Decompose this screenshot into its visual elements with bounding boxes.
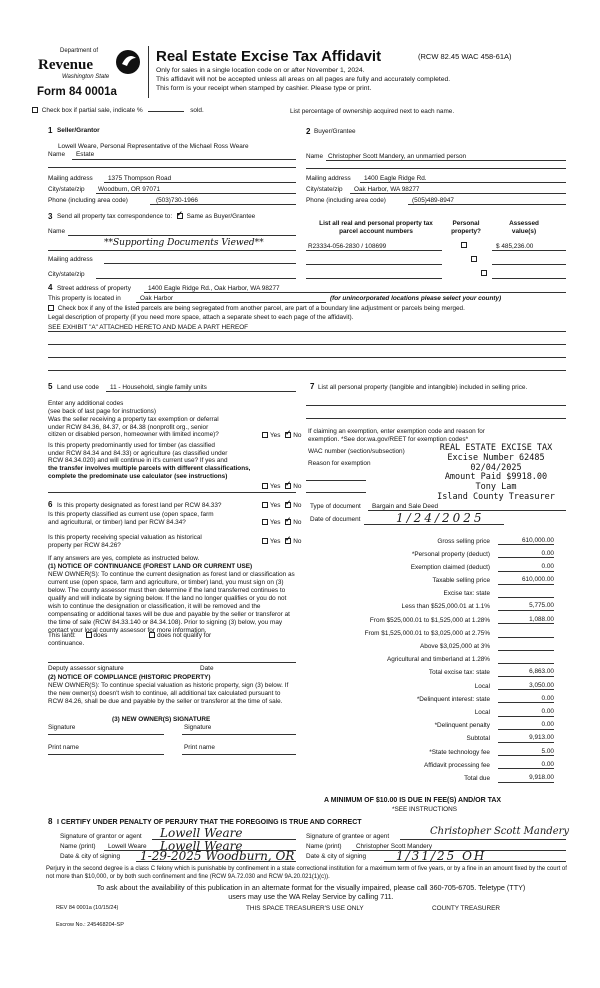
parcel-col2-line2: property? <box>451 227 481 235</box>
q5-line-a: Is this property receiving special valuation as historical <box>48 534 202 541</box>
reason-label: Reason for exemption <box>308 460 371 467</box>
q3-yes-no <box>262 502 301 510</box>
tax-row-label: Above $3,025,000 at 3% <box>420 643 490 650</box>
continuance-label: continuance. <box>48 640 85 647</box>
grantee-signature[interactable]: Christopher Scott Mandery <box>430 826 570 837</box>
grantor-date-city[interactable]: 1-29-2025 Woodburn, OR <box>140 849 295 863</box>
grantee-date-city[interactable]: 1/31/25 OH <box>396 849 487 863</box>
stamp-line1: REAL ESTATE EXCISE TAX <box>439 443 553 453</box>
seller-phone[interactable]: (503)730-1966 <box>156 197 198 204</box>
print-name-label-1: Print name <box>48 744 79 751</box>
this-land-row <box>48 632 211 640</box>
tax-row-label: Gross selling price <box>437 537 490 545</box>
treasurer-space: THIS SPACE TREASURER'S USE ONLY <box>246 905 364 912</box>
grantor-name-handwritten: Lowell Weare <box>160 839 243 853</box>
tax-row-label: Local <box>474 708 490 716</box>
tax-row-label: From $525,000.01 to $1,525,000 at 1.28% <box>369 616 490 624</box>
seller-name-label: Name <box>48 151 66 158</box>
this-land-label: This land: <box>48 632 76 639</box>
form-number: Form 84 0001a <box>37 86 117 98</box>
exempt-line1: If claiming an exemption, enter exemption code and reason for <box>308 428 485 435</box>
revenue-logo-icon <box>114 48 142 76</box>
q2-line-e: complete the predominate use calculator (see instructions) <box>48 472 228 480</box>
does-not-checkbox[interactable] <box>149 632 155 638</box>
tax-row-label: Taxable selling price <box>432 577 490 585</box>
personal-property-checkbox-2[interactable] <box>471 256 477 262</box>
parcel-col1-line1: List all real and personal property tax <box>319 220 433 227</box>
located-value[interactable]: Oak Harbor <box>140 295 174 302</box>
deputy-date-label: Date <box>200 665 214 672</box>
tax-row-value[interactable]: 610,000.00 <box>498 576 554 585</box>
seller-phone-label: Phone (including area code) <box>48 197 128 204</box>
q2-no-checkbox[interactable] <box>285 483 291 489</box>
see-instructions: *SEE INSTRUCTIONS <box>392 806 457 813</box>
q5-line-b: property per RCW 84.26? <box>48 541 121 549</box>
seller-city-label: City/state/zip <box>48 186 85 193</box>
sold-label: sold. <box>190 107 204 114</box>
doc-type[interactable]: Bargain and Sale Deed <box>372 503 439 510</box>
tax-row-label: *Delinquent interest: state <box>416 695 490 703</box>
tax-row-label: *State technology fee <box>429 748 490 756</box>
q3-no-label: No <box>293 502 302 509</box>
tax-row-value[interactable]: 0.00 <box>498 695 554 704</box>
does-label: does <box>93 632 108 639</box>
tax-row-value[interactable]: 0.00 <box>498 563 554 572</box>
q2-no-label: No <box>293 483 302 490</box>
sig-label-1: Signature <box>48 724 76 731</box>
doc-date[interactable]: 1/24/2025 <box>396 511 485 525</box>
tax-row-value[interactable]: 0.00 <box>498 721 554 730</box>
treasurer-receipt-stamp <box>424 444 568 503</box>
grantor-signature[interactable]: Lowell Weare <box>160 826 243 840</box>
section3-number: 3 <box>48 212 53 221</box>
tax-row-label: Agricultural and timberland at 1.28% <box>386 656 490 664</box>
tax-row <box>300 677 554 690</box>
certify-heading: I CERTIFY UNDER PENALTY OF PERJURY THAT THE FOREGOING IS TRUE AND CORRECT <box>57 819 362 826</box>
tax-row <box>300 611 554 624</box>
tax-row <box>300 651 554 664</box>
street-heading: Street address of property <box>57 285 131 292</box>
q4-line-a: Is this property classified as current use (open space, farm <box>48 511 214 518</box>
land-use-code[interactable]: 11 - Household, single family units <box>110 384 207 391</box>
tax-row-value[interactable]: 3,050.00 <box>498 682 554 691</box>
tax-row <box>300 717 554 730</box>
parcel-col1-header <box>308 220 444 235</box>
any-yes-note: If any answers are yes, complete as instructed below. <box>48 555 200 562</box>
header-sub2: This affidavit will not be accepted unless all areas on all pages are fully and accurately completed. <box>156 76 451 83</box>
partial-sale-checkbox[interactable] <box>32 107 38 113</box>
section8-number: 8 <box>48 817 53 826</box>
tax-row-value[interactable]: 5.00 <box>498 748 554 757</box>
tax-row-value[interactable]: 9,918.00 <box>498 774 554 783</box>
partial-sale-row <box>32 107 204 115</box>
q5-yes-no <box>262 538 301 546</box>
q5-no-checkbox[interactable] <box>285 538 291 544</box>
tax-row <box>300 558 554 571</box>
q1-line-b: under RCW 84.36, 84.37, or 84.38 (nonprofit org., senior <box>48 423 209 431</box>
tax-row <box>300 664 554 677</box>
parcel-number[interactable]: R23334-056-2830 / 108699 <box>308 243 387 250</box>
buyer-phone-label: Phone (including area code) <box>306 197 386 204</box>
correspondence-heading-text: Send all property tax correspondence to: <box>57 213 173 220</box>
header-sub1: Only for sales in a single location code on or after November 1, 2024. <box>156 67 365 74</box>
land-use-label: Land use code <box>57 384 99 391</box>
additional-codes-label: Enter any additional codes <box>48 400 124 407</box>
q5-yes-label: Yes <box>270 538 281 545</box>
tax-row <box>300 598 554 611</box>
tax-row-value[interactable]: 6,863.00 <box>498 668 554 677</box>
q3-yes-checkbox[interactable] <box>262 502 268 508</box>
segregated-row <box>48 305 465 313</box>
q3-yes-label: Yes <box>270 502 281 509</box>
q2-line-c: RCW 84.34.020) and will continue in it's current use? If yes and <box>48 457 228 465</box>
current-use-question <box>48 511 214 526</box>
same-as-buyer-label: Same as Buyer/Grantee <box>186 213 256 220</box>
seller-heading: Seller/Grantor <box>57 127 100 134</box>
tax-row-value[interactable]: 0.00 <box>498 708 554 717</box>
tax-row-label: Total due <box>464 774 490 782</box>
q4-yes-no <box>262 519 301 527</box>
see-back-label: (see back of last page for instructions) <box>48 408 156 415</box>
tax-row-value[interactable] <box>498 643 554 651</box>
seller-mailing[interactable]: 1375 Thompson Road <box>108 175 172 182</box>
q1-line-c: citizen or disabled person, homeowner with limited income)? <box>48 431 219 439</box>
tax-row-value[interactable] <box>498 630 554 638</box>
rev-number: REV 84 0001a (10/15/24) <box>56 905 119 911</box>
tax-row-label: Local <box>474 682 490 690</box>
unincorp-note: (for unincorporated locations please select your county) <box>330 295 502 302</box>
q1-line-a: Was the seller receiving a property tax exemption or deferral <box>48 416 219 423</box>
form-rcw: (RCW 82.45 WAC 458-61A) <box>418 52 512 61</box>
grantee-name[interactable]: Christopher Scott Mandery <box>356 843 433 850</box>
tax-row-label: Total excise tax: state <box>428 669 490 677</box>
segregated-label: Check box if any of the listed parcels are being segregated from another parcel, are part of a boundary line adjustment or parcels being merged. <box>57 305 465 312</box>
tax-row <box>300 730 554 743</box>
buyer-name[interactable]: Christopher Scott Mandery, an unmarried person <box>328 153 467 160</box>
buyer-city-label: City/state/zip <box>306 186 343 193</box>
tax-row <box>300 756 554 769</box>
stamp-line3: 02/04/2025 <box>470 462 522 473</box>
supporting-docs-stamp: **Supporting Documents Viewed** <box>104 238 264 248</box>
grantee-name-label: Name (print) <box>306 843 342 850</box>
tax-row <box>300 532 554 545</box>
tax-row-label: Exemption claimed (deduct) <box>410 563 490 571</box>
notice1-title: (1) NOTICE OF CONTINUANCE (FOREST LAND OR CURRENT USE) <box>48 563 253 570</box>
located-label: This property is located in <box>48 295 121 302</box>
tax-row-value[interactable]: 610,000.00 <box>498 537 554 546</box>
tax-row-label: Less than $525,000.01 at 1.1% <box>401 603 490 611</box>
stamp-line6: Island County Treasurer <box>437 491 555 502</box>
section4-number: 4 <box>48 283 53 292</box>
personal-property-heading: List all personal property (tangible and intangible) included in selling price. <box>318 384 528 391</box>
personal-property-checkbox-3[interactable] <box>481 270 487 276</box>
doc-type-label: Type of document <box>310 503 361 510</box>
grantor-date-label: Date & city of signing <box>60 853 121 860</box>
doc-date-label: Date of document <box>310 516 361 523</box>
does-checkbox[interactable] <box>86 632 92 638</box>
q1-yes-no <box>262 432 301 440</box>
parcel-col3-line2: value(s) <box>511 227 537 235</box>
partial-sale-label: Check box if partial sale, indicate % <box>41 107 143 114</box>
dept-line3: Washington State <box>62 74 110 80</box>
historic-question <box>48 534 202 549</box>
tax-row-value[interactable]: 0.00 <box>498 550 554 559</box>
assessed-value[interactable]: $ 485,236.00 <box>496 243 534 250</box>
county-treasurer: COUNTY TREASURER <box>432 905 500 912</box>
q5-no-label: No <box>293 538 302 545</box>
q1-no-label: No <box>293 432 302 439</box>
dept-line2: Revenue <box>38 57 93 73</box>
q4-no-checkbox[interactable] <box>285 519 291 525</box>
seller-name-line2: Estate <box>76 151 95 158</box>
new-owner-sig-title: (3) NEW OWNER(S) SIGNATURE <box>112 716 211 723</box>
q4-yes-checkbox[interactable] <box>262 519 268 525</box>
notice2-title: (2) NOTICE OF COMPLIANCE (HISTORIC PROPERTY) <box>48 674 211 681</box>
tax-row <box>300 585 554 598</box>
exempt-line2: exemption. *See dor.wa.gov/REET for exemption codes* <box>308 436 469 443</box>
grantor-sig-label: Signature of grantor or agent <box>60 833 142 840</box>
tax-row-value[interactable]: 0.00 <box>498 761 554 770</box>
stamp-line4: Amount Paid $9918.00 <box>444 472 548 483</box>
does-not-label: does not qualify for <box>157 632 212 639</box>
correspondence-heading <box>57 213 255 221</box>
segregated-checkbox[interactable] <box>48 305 54 311</box>
parcel-col3-line1: Assessed <box>509 220 539 227</box>
tax-row <box>300 545 554 558</box>
tax-row-label: Subtotal <box>466 735 490 743</box>
forest-question: Is this property designated as forest land per RCW 84.33? <box>57 502 222 509</box>
corr-mailing-label: Mailing address <box>48 256 93 263</box>
list-pct-label: List percentage of ownership acquired next to each name. <box>290 108 455 115</box>
q2-yes-checkbox[interactable] <box>262 483 268 489</box>
buyer-mailing-label: Mailing address <box>306 175 351 182</box>
tax-row <box>300 769 554 782</box>
q4-line-b: and agricultural, or timber) land per RCW 84.34? <box>48 518 186 526</box>
tax-row-label: *Delinquent penalty <box>434 722 490 730</box>
street-address[interactable]: 1400 Eagle Ridge Rd., Oak Harbor, WA 98277 <box>148 285 280 292</box>
tax-row-label: *Personal property (deduct) <box>411 550 490 558</box>
parcel-col2-header <box>444 220 488 235</box>
section7-number: 7 <box>310 382 315 391</box>
tax-row-label: From $1,525,000.01 to $3,025,000 at 2.75% <box>364 629 490 637</box>
tax-row <box>300 572 554 585</box>
tax-row-value[interactable]: 5,775.00 <box>498 602 554 611</box>
escrow-number: Escrow No.: 245468204-SP <box>56 922 124 928</box>
q3-no-checkbox[interactable] <box>285 502 291 508</box>
corr-city-label: City/state/zip <box>48 271 85 278</box>
buyer-heading: Buyer/Grantee <box>314 128 356 135</box>
parcel-col1-line2: parcel account numbers <box>339 227 413 235</box>
wac-label: WAC number (section/subsection) <box>308 448 405 455</box>
stamp-line2: Excise Number 62485 <box>447 452 545 463</box>
section6-number: 6 <box>48 500 53 509</box>
q1-yes-checkbox[interactable] <box>262 432 268 438</box>
tax-row-value[interactable] <box>498 590 554 598</box>
notice2-text: NEW OWNER(S): To continue special valuation as historic property, sign (3) below. If the new owner(s) doesn't wish to continue, all additional tax calculated pursuant to RCW 84.26, shall be due and payable by the seller or transferor at the time of sale. <box>48 682 289 705</box>
deputy-sig-label: Deputy assessor signature <box>48 665 124 672</box>
parcel-col2-line1: Personal <box>452 220 480 227</box>
grantee-sig-label: Signature of grantee or agent <box>306 833 390 840</box>
tax-row <box>300 624 554 637</box>
q2-line-b: under RCW 84.34 and 84.33) or agriculture (as classified under <box>48 449 228 457</box>
stamp-line5: Tony Lam <box>475 482 517 493</box>
seller-mailing-label: Mailing address <box>48 175 93 182</box>
q4-yes-label: Yes <box>270 519 281 526</box>
form-title: Real Estate Excise Tax Affidavit <box>156 48 382 65</box>
buyer-mailing[interactable]: 1400 Eagle Ridge Rd. <box>364 175 427 182</box>
tax-row-value[interactable] <box>498 656 554 664</box>
section2-number: 2 <box>306 127 311 136</box>
q1-yes-label: Yes <box>270 432 281 439</box>
tax-row <box>300 638 554 651</box>
perjury-notice: Perjury in the second degree is a class C felony which is punishable by confinement in a state correctional institution for a maximum term of five years, or by a fine in an amount fixed by the court of not more than $10,000, or by both such confinement and fine (RCW 9A.72.030 and RCW 9A.20.021(1)(c)). <box>46 866 567 880</box>
notice1-text: NEW OWNER(S): To continue the current designation as forest land or classification as current use (open space, farm and agriculture, or timber) land, you must sign on (3) below. The county assessor must then determine if the land transferred continues to qualify and will indicate by signing below. If the land no longer qualifies or you do not wish to continue the designation or classification, it will be removed and the compensating or additional taxes will be due and payable by the seller or transferor at the time of sale (RCW 84.33.140 or 84.34.108). Prior to signing (3) below, you may contact your local county assessor for more information. <box>48 571 295 634</box>
q5-yes-checkbox[interactable] <box>262 538 268 544</box>
seller-name-line1: Lowell Weare, Personal Representative of the Michael Ross Weare <box>58 143 249 150</box>
seller-city[interactable]: Woodburn, OR 97071 <box>98 186 161 193</box>
corr-name-label: Name <box>48 228 66 235</box>
minimum-note: A MINIMUM OF $10.00 IS DUE IN FEE(S) AND/OR TAX <box>324 797 502 804</box>
q1-no-checkbox[interactable] <box>285 432 291 438</box>
tax-row <box>300 743 554 756</box>
tax-row <box>300 690 554 703</box>
q2-line-d: the transfer involves multiple parcels with different classifications, <box>48 465 251 473</box>
q2-yes-no <box>262 483 301 491</box>
grantee-date-label: Date & city of signing <box>306 853 367 860</box>
grantor-name[interactable]: Lowell Weare <box>108 843 147 850</box>
tax-row-label: Excise tax: state <box>443 590 490 598</box>
section1-number: 1 <box>48 126 53 135</box>
section5-number: 5 <box>48 382 53 391</box>
dept-line1: Department of <box>60 48 99 54</box>
same-as-buyer-checkbox[interactable] <box>177 213 183 219</box>
q2-line-a: Is this property predominantly used for timber (as classified <box>48 442 215 449</box>
buyer-city[interactable]: Oak Harbor, WA 98277 <box>354 186 420 193</box>
buyer-phone[interactable]: (505)489-8947 <box>412 197 454 204</box>
alt-format-notice: To ask about the availability of this publication in an alternate format for the visually impaired, please call 360-705-6705. Teletype (TTY) users may use the WA Relay Service by calling 711. <box>96 883 526 902</box>
tax-row-label: Affidavit processing fee <box>424 761 490 769</box>
sig-label-2: Signature <box>184 724 212 731</box>
grantor-name-label: Name (print) <box>60 843 96 850</box>
exemption-question <box>48 416 219 439</box>
tax-row-value[interactable]: 1,088.00 <box>498 616 554 625</box>
print-name-label-2: Print name <box>184 744 215 751</box>
q2-yes-label: Yes <box>270 483 281 490</box>
tax-row-value[interactable]: 9,913.00 <box>498 734 554 743</box>
parcel-col3-header <box>494 220 554 235</box>
q4-no-label: No <box>293 519 302 526</box>
tax-table <box>300 532 554 783</box>
tax-row <box>300 703 554 716</box>
header-sub3: This form is your receipt when stamped by cashier. Please type or print. <box>156 85 372 92</box>
timber-question <box>48 442 250 480</box>
personal-property-checkbox-1[interactable] <box>461 242 467 248</box>
legal-label: Legal description of property (if you need more space, attach a separate sheet to each page of the affidavit). <box>48 314 354 321</box>
buyer-name-label: Name <box>306 153 324 160</box>
legal-exhibit[interactable]: SEE EXHIBIT "A" ATTACHED HERETO AND MADE A PART HEREOF <box>48 324 249 331</box>
